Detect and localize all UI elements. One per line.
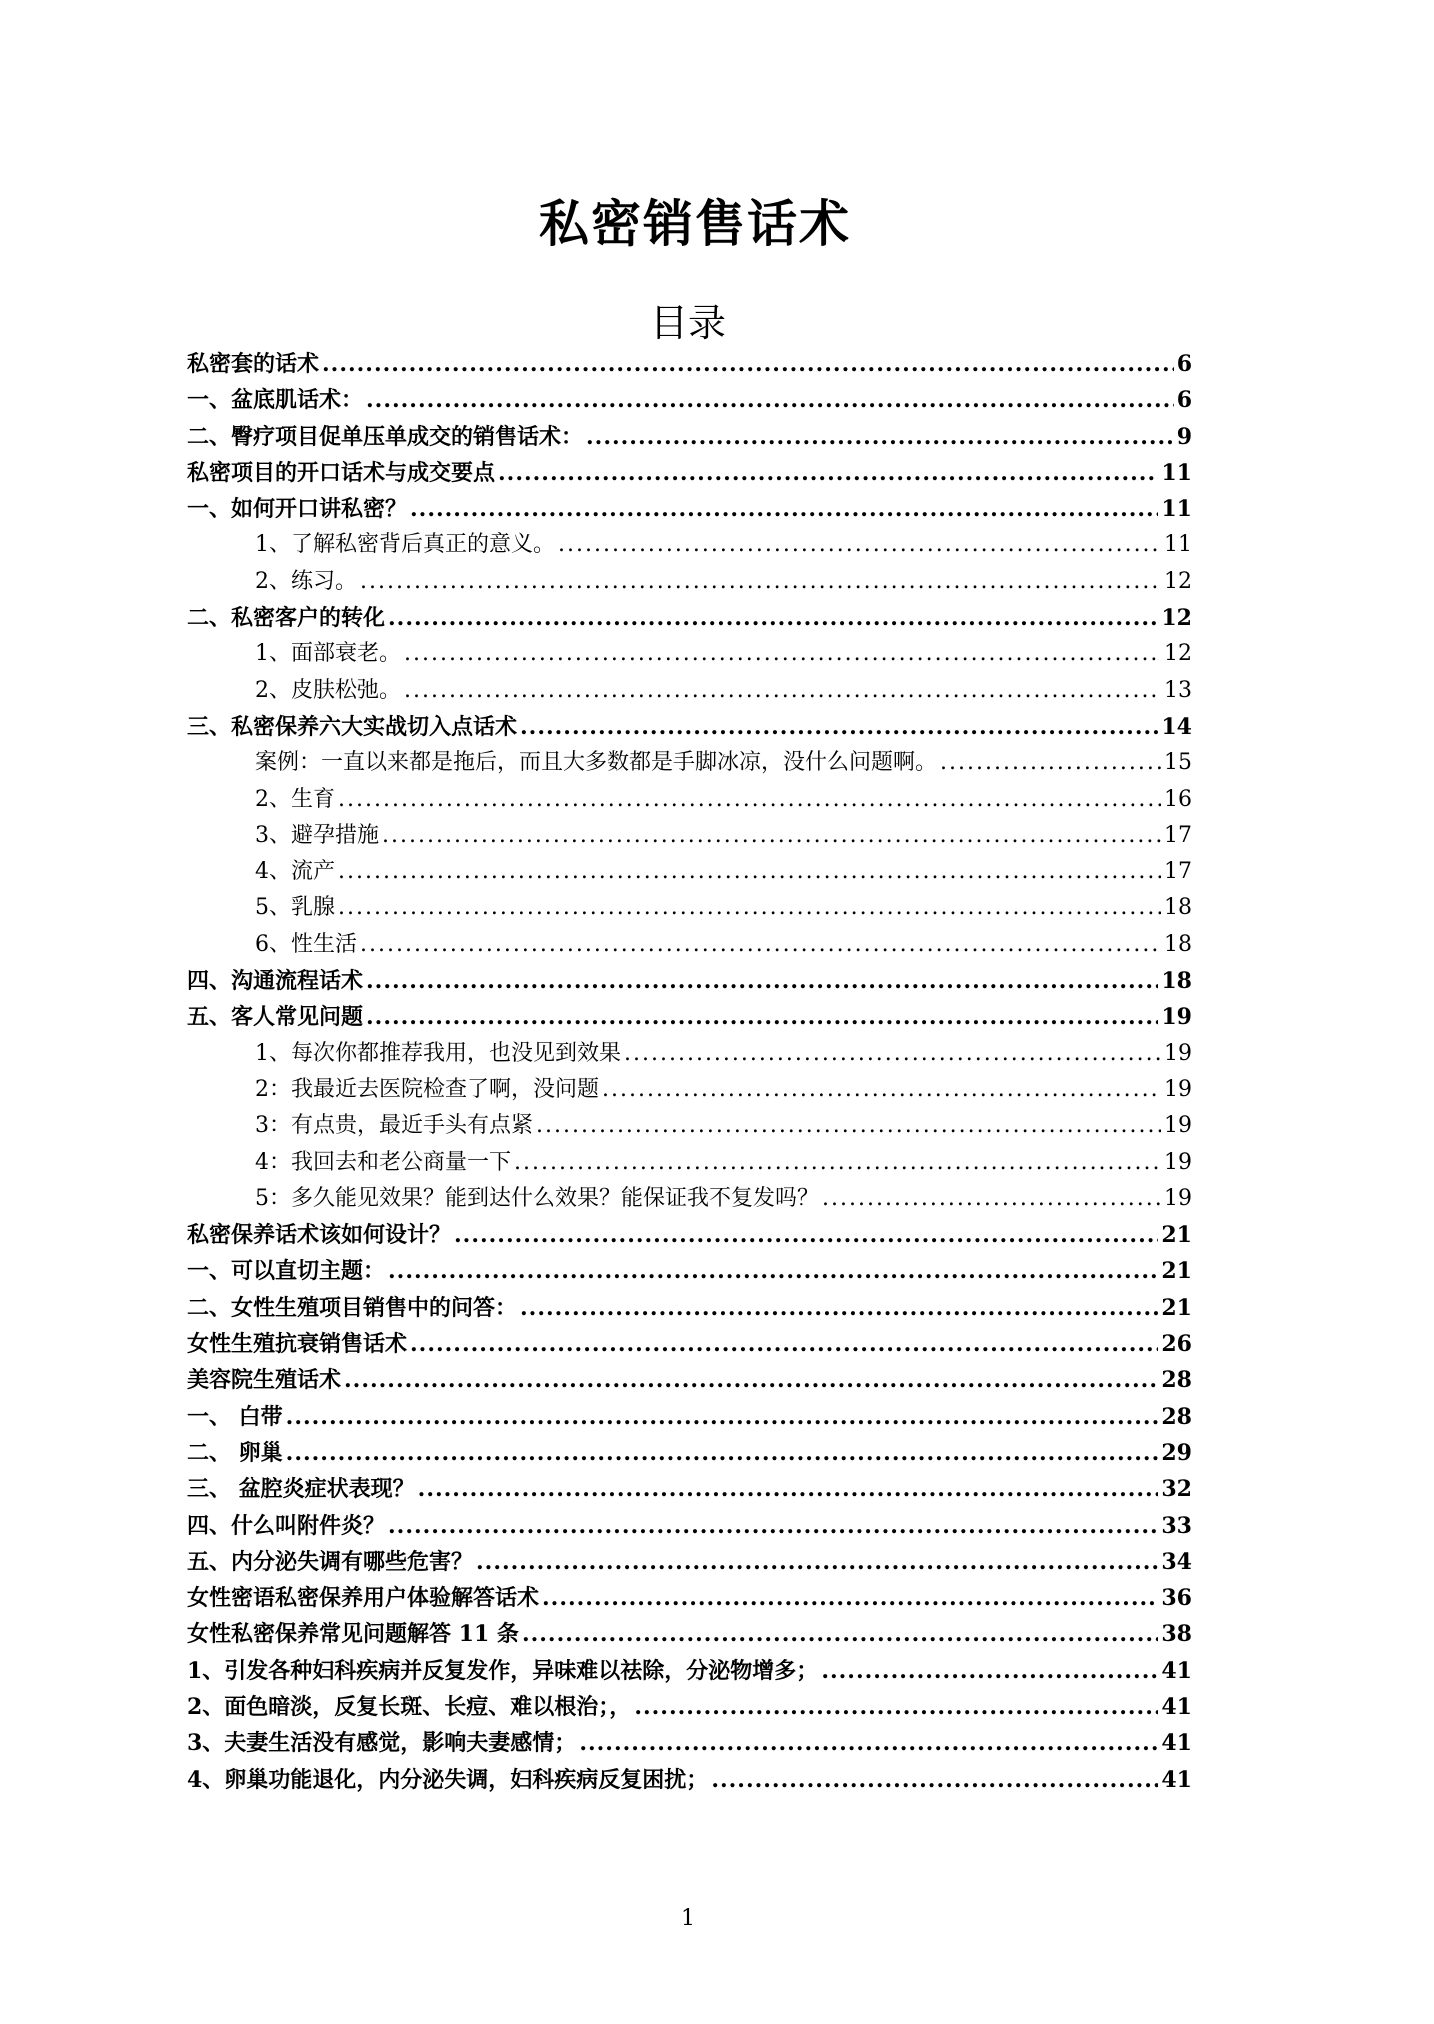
toc-entry-label[interactable]: 五、客人常见问题 bbox=[187, 1004, 364, 1031]
toc-entry[interactable] bbox=[187, 1616, 1192, 1652]
toc-entry-page[interactable]: 6 bbox=[1176, 387, 1192, 414]
toc-entry-label[interactable]: 私密保养话术该如何设计？ bbox=[187, 1222, 452, 1249]
toc-entry-page[interactable]: 41 bbox=[1161, 1693, 1192, 1720]
toc-leader-dots bbox=[366, 963, 1158, 999]
toc-heading: 目录 bbox=[649, 301, 726, 345]
toc-entry-label[interactable]: 私密项目的开口话术与成交要点 bbox=[187, 459, 496, 486]
toc-entry-label[interactable]: 2：我最近去医院检查了啊，没问题 bbox=[255, 1076, 599, 1102]
toc-entry[interactable] bbox=[187, 600, 1192, 636]
toc-leader-dots bbox=[822, 1181, 1161, 1217]
toc-leader-dots bbox=[410, 491, 1158, 527]
toc-entry-page[interactable]: 9 bbox=[1176, 423, 1192, 450]
toc-entry-label[interactable]: 二、私密客户的转化 bbox=[187, 605, 386, 632]
toc-entry-page[interactable]: 41 bbox=[1161, 1657, 1192, 1684]
toc-leader-dots bbox=[344, 1362, 1158, 1398]
toc-leader-dots bbox=[366, 999, 1158, 1035]
toc-leader-dots bbox=[404, 673, 1161, 709]
toc-leader-dots bbox=[558, 527, 1161, 563]
toc-leader-dots bbox=[388, 1253, 1158, 1289]
toc-leader-dots bbox=[360, 927, 1161, 963]
toc-leader-dots bbox=[338, 854, 1161, 890]
toc-leader-dots bbox=[338, 890, 1161, 926]
toc-leader-dots bbox=[338, 782, 1161, 818]
toc-entry[interactable] bbox=[187, 1544, 1192, 1580]
toc-entry[interactable] bbox=[187, 419, 1192, 455]
toc-entry-page[interactable]: 13 bbox=[1164, 677, 1192, 703]
toc-entry-label[interactable]: 二、 卵巢 bbox=[187, 1439, 283, 1466]
toc-leader-dots bbox=[602, 1072, 1161, 1108]
toc-leader-dots bbox=[322, 346, 1174, 382]
toc-entry-label[interactable]: 3、夫妻生活没有感觉，影响夫妻感情； bbox=[187, 1730, 577, 1757]
toc-entry[interactable] bbox=[187, 1762, 1192, 1798]
toc-entry-page[interactable]: 26 bbox=[1161, 1331, 1192, 1358]
toc-entry-page[interactable]: 18 bbox=[1161, 968, 1192, 995]
toc-entry-label[interactable]: 2、练习。 bbox=[255, 568, 357, 594]
toc-entry[interactable] bbox=[187, 1653, 1192, 1689]
toc-leader-dots bbox=[634, 1689, 1158, 1725]
toc-entry-page[interactable]: 36 bbox=[1161, 1585, 1192, 1612]
toc-entry[interactable] bbox=[187, 1290, 1192, 1326]
toc-entry-label[interactable]: 2、面色暗淡，反复长斑、长痘、难以根治；， bbox=[187, 1693, 632, 1720]
toc-entry-label[interactable]: 一、 白带 bbox=[187, 1403, 283, 1430]
toc-entry[interactable] bbox=[187, 1217, 1192, 1253]
toc-entry-label[interactable]: 6、性生活 bbox=[255, 931, 357, 957]
toc-entry[interactable] bbox=[187, 1435, 1192, 1471]
toc-leader-dots bbox=[366, 382, 1174, 418]
toc-leader-dots bbox=[286, 1399, 1159, 1435]
toc-entry[interactable] bbox=[187, 782, 1192, 818]
toc-leader-dots bbox=[410, 1326, 1158, 1362]
toc-entry-label[interactable]: 女性生殖抗衰销售话术 bbox=[187, 1331, 408, 1358]
toc-entry[interactable] bbox=[187, 1471, 1192, 1507]
toc-entry-page[interactable]: 21 bbox=[1161, 1222, 1192, 1249]
toc-leader-dots bbox=[388, 1508, 1158, 1544]
toc-entry-label[interactable]: 二、女性生殖项目销售中的问答： bbox=[187, 1294, 518, 1321]
toc-entry-label[interactable]: 美容院生殖话术 bbox=[187, 1367, 342, 1394]
toc-entry[interactable] bbox=[187, 1689, 1192, 1725]
toc-entry-label[interactable]: 5、乳腺 bbox=[255, 895, 335, 921]
toc-entry-page[interactable]: 11 bbox=[1161, 459, 1192, 486]
toc-entry[interactable] bbox=[187, 1145, 1192, 1181]
toc-entry[interactable] bbox=[187, 491, 1192, 527]
toc-entry[interactable] bbox=[187, 455, 1192, 491]
toc-entry[interactable] bbox=[187, 673, 1192, 709]
toc-entry-label[interactable]: 私密套的话术 bbox=[187, 351, 320, 377]
toc-entry-page[interactable]: 18 bbox=[1164, 931, 1192, 957]
toc-entry-page[interactable]: 17 bbox=[1164, 859, 1192, 885]
toc-leader-dots bbox=[579, 1725, 1158, 1761]
toc-entry-label[interactable]: 一、可以直切主题： bbox=[187, 1258, 386, 1285]
toc-entry[interactable] bbox=[187, 346, 1192, 382]
toc-entry[interactable] bbox=[187, 890, 1192, 926]
document-title: 私密销售话术 bbox=[539, 194, 851, 253]
toc-leader-dots bbox=[536, 1108, 1161, 1144]
toc-entry[interactable] bbox=[187, 927, 1192, 963]
toc-entry-label[interactable]: 案例：一直以来都是拖后，而且大多数都是手脚冰凉，没什么问题啊。 bbox=[255, 750, 938, 776]
toc-entry[interactable] bbox=[187, 1399, 1192, 1435]
toc-entry-label[interactable]: 2、皮肤松弛。 bbox=[255, 677, 401, 703]
toc-leader-dots bbox=[821, 1653, 1158, 1689]
toc-entry-label[interactable]: 四、什么叫附件炎？ bbox=[187, 1512, 386, 1539]
toc-entry[interactable] bbox=[187, 1580, 1192, 1616]
toc-entry-label[interactable]: 1、每次你都推荐我用，也没见到效果 bbox=[255, 1040, 621, 1066]
toc-entry-label[interactable]: 一、盆底肌话术： bbox=[187, 387, 364, 414]
toc-entry[interactable] bbox=[187, 1362, 1192, 1398]
page-number: 1 bbox=[681, 1906, 695, 1931]
toc-entry-page[interactable]: 28 bbox=[1161, 1367, 1192, 1394]
toc-entry[interactable] bbox=[187, 1508, 1192, 1544]
toc-entry-label[interactable]: 3、避孕措施 bbox=[255, 822, 379, 848]
toc-entry-label[interactable]: 1、面部衰老。 bbox=[255, 641, 401, 667]
toc-entry-label[interactable]: 三、 盆腔炎症状表现？ bbox=[187, 1476, 415, 1503]
toc-entry-page[interactable]: 19 bbox=[1164, 1149, 1192, 1175]
toc-entry[interactable] bbox=[187, 1181, 1192, 1217]
toc-entry-label[interactable]: 1、了解私密背后真正的意义。 bbox=[255, 532, 555, 558]
toc-leader-dots bbox=[360, 564, 1161, 600]
toc-entry-page[interactable]: 21 bbox=[1161, 1258, 1192, 1285]
toc-entry-page[interactable]: 19 bbox=[1161, 1004, 1192, 1031]
toc-entry[interactable] bbox=[187, 745, 1192, 781]
toc-entry-page[interactable]: 19 bbox=[1164, 1076, 1192, 1102]
toc-leader-dots bbox=[454, 1217, 1158, 1253]
toc-entry-page[interactable]: 12 bbox=[1161, 605, 1192, 632]
toc-entry-page[interactable]: 21 bbox=[1161, 1294, 1192, 1321]
toc-entry[interactable] bbox=[187, 1326, 1192, 1362]
toc-entry-page[interactable]: 29 bbox=[1161, 1439, 1192, 1466]
toc-entry[interactable] bbox=[187, 382, 1192, 418]
toc-entry-label[interactable]: 1、引发各种妇科疾病并反复发作，异味难以祛除，分泌物增多； bbox=[187, 1657, 819, 1684]
toc-entry-page[interactable]: 11 bbox=[1161, 496, 1192, 523]
toc-entry-page[interactable]: 32 bbox=[1161, 1476, 1192, 1503]
toc-leader-dots bbox=[586, 419, 1174, 455]
toc-entry-label[interactable]: 一、如何开口讲私密？ bbox=[187, 496, 408, 523]
toc-entry-label[interactable]: 三、私密保养六大实战切入点话术 bbox=[187, 713, 518, 740]
toc-leader-dots bbox=[286, 1435, 1159, 1471]
toc-entry-page[interactable]: 12 bbox=[1164, 641, 1192, 667]
toc-leader-dots bbox=[476, 1544, 1158, 1580]
toc-entry-page[interactable]: 19 bbox=[1164, 1185, 1192, 1211]
toc-leader-dots bbox=[624, 1036, 1161, 1072]
toc-entry[interactable] bbox=[187, 709, 1192, 745]
toc-entry-page[interactable]: 12 bbox=[1164, 568, 1192, 594]
toc-leader-dots bbox=[514, 1145, 1161, 1181]
toc-entry-page[interactable]: 19 bbox=[1164, 1113, 1192, 1139]
toc-leader-dots bbox=[520, 1290, 1158, 1326]
toc-leader-dots bbox=[404, 636, 1161, 672]
toc-entry[interactable] bbox=[187, 527, 1192, 563]
toc-entry-page[interactable]: 18 bbox=[1164, 895, 1192, 921]
toc-entry-page[interactable]: 33 bbox=[1161, 1512, 1192, 1539]
toc-entry[interactable] bbox=[187, 636, 1192, 672]
toc-leader-dots bbox=[522, 1616, 1158, 1652]
toc-entry-page[interactable]: 6 bbox=[1176, 351, 1192, 377]
toc-entry-page[interactable]: 41 bbox=[1161, 1766, 1192, 1793]
toc-entry-label[interactable]: 4、卵巢功能退化，内分泌失调，妇科疾病反复困扰； bbox=[187, 1766, 709, 1793]
toc-entry-label[interactable]: 女性私密保养常见问题解答 11 条 bbox=[187, 1621, 519, 1648]
toc-entry-page[interactable]: 28 bbox=[1161, 1403, 1192, 1430]
toc-entry-page[interactable]: 14 bbox=[1161, 713, 1192, 740]
toc-entry[interactable] bbox=[187, 999, 1192, 1035]
toc-entry-label[interactable]: 4、流产 bbox=[255, 859, 335, 885]
toc-entry[interactable] bbox=[187, 854, 1192, 890]
toc-entry-page[interactable]: 16 bbox=[1164, 786, 1192, 812]
toc-entry-page[interactable]: 34 bbox=[1161, 1548, 1192, 1575]
table-of-contents bbox=[187, 346, 1192, 1798]
toc-entry-page[interactable]: 19 bbox=[1164, 1040, 1192, 1066]
toc-leader-dots bbox=[418, 1471, 1159, 1507]
toc-entry-page[interactable]: 41 bbox=[1161, 1730, 1192, 1757]
toc-leader-dots bbox=[542, 1580, 1158, 1616]
toc-leader-dots bbox=[388, 600, 1158, 636]
toc-entry-label[interactable]: 二、臀疗项目促单压单成交的销售话术： bbox=[187, 423, 584, 450]
toc-entry[interactable] bbox=[187, 1725, 1192, 1761]
toc-entry[interactable] bbox=[187, 564, 1192, 600]
toc-leader-dots bbox=[520, 709, 1158, 745]
toc-entry-label[interactable]: 女性密语私密保养用户体验解答话术 bbox=[187, 1585, 540, 1612]
toc-entry-label[interactable]: 3：有点贵，最近手头有点紧 bbox=[255, 1113, 533, 1139]
toc-leader-dots bbox=[382, 818, 1161, 854]
toc-entry-page[interactable]: 38 bbox=[1161, 1621, 1192, 1648]
toc-entry-page[interactable]: 11 bbox=[1164, 532, 1192, 558]
toc-leader-dots bbox=[711, 1762, 1158, 1798]
toc-entry[interactable] bbox=[187, 1036, 1192, 1072]
toc-entry[interactable] bbox=[187, 963, 1192, 999]
toc-entry-label[interactable]: 4：我回去和老公商量一下 bbox=[255, 1149, 511, 1175]
toc-entry[interactable] bbox=[187, 1253, 1192, 1289]
toc-entry[interactable] bbox=[187, 818, 1192, 854]
toc-leader-dots bbox=[498, 455, 1158, 491]
toc-entry-label[interactable]: 2、生育 bbox=[255, 786, 335, 812]
toc-entry[interactable] bbox=[187, 1108, 1192, 1144]
toc-entry-label[interactable]: 5：多久能见效果？能到达什么效果？能保证我不复发吗？ bbox=[255, 1185, 819, 1211]
toc-entry-label[interactable]: 五、内分泌失调有哪些危害？ bbox=[187, 1548, 474, 1575]
toc-entry[interactable] bbox=[187, 1072, 1192, 1108]
toc-entry-page[interactable]: 15 bbox=[1164, 750, 1192, 776]
toc-entry-page[interactable]: 17 bbox=[1164, 822, 1192, 848]
toc-entry-label[interactable]: 四、沟通流程话术 bbox=[187, 968, 364, 995]
toc-leader-dots bbox=[940, 745, 1161, 781]
